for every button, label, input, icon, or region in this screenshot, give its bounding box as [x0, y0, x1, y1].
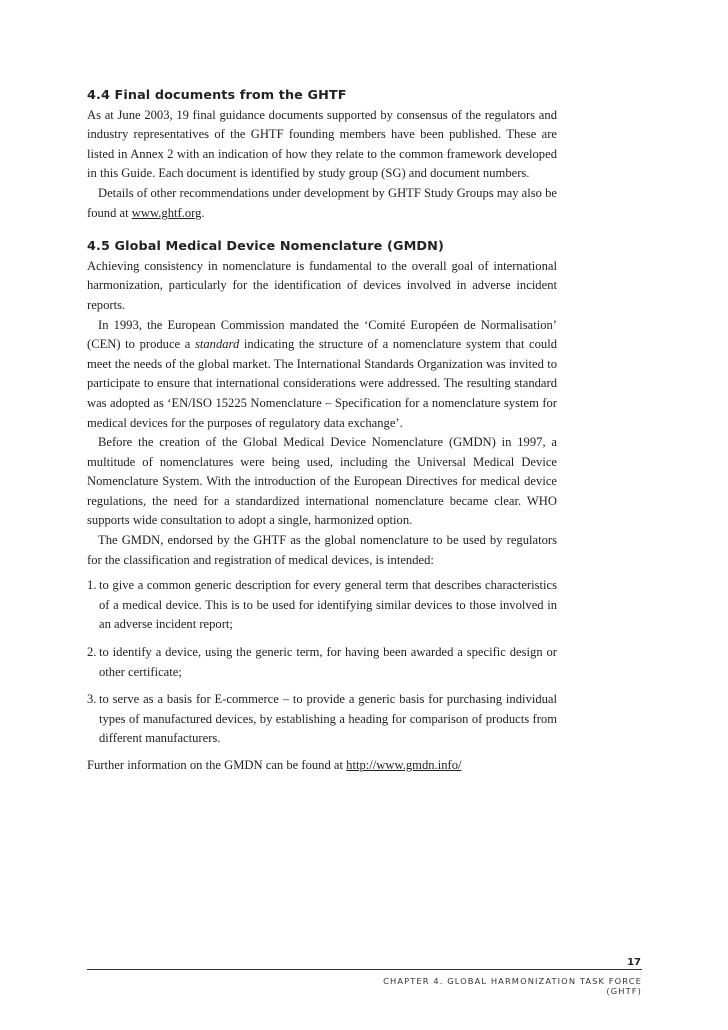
list-item-text: to give a common generic description for every general term that describes characteristics of a medical device. This is to be used for identifying similar devices to those involved in an adverse incident report;: [99, 578, 557, 632]
emphasis-standard: standard: [194, 337, 240, 352]
list-item: [87, 643, 557, 682]
list-item: [87, 690, 557, 749]
list-item-text: to serve as a basis for E-commerce – to provide a generic basis for purchasing individual types of manufactured devices, by establishing a heading for comparison of products from different manufacturers.: [99, 692, 557, 746]
section-4-4-paragraph-1: As at June 2003, 19 final guidance documents supported by consensus of the regulators and industry representatives of the GHTF founding members have been published. These are listed in Annex 2 with an indication of how they relate to the common framework developed in this Guide. Each document is identified by study group (SG) and document numbers.: [87, 107, 557, 181]
list-item-number: 1.: [87, 578, 97, 593]
section-4-5-heading: 4.5 Global Medical Device Nomenclature (GMDN): [87, 239, 444, 255]
section-4-5-closing: [87, 756, 557, 776]
section-4-5-paragraph-1: Achieving consistency in nomenclature is fundamental to the overall goal of international harmonization, particularly for the identification of devices involved in adverse incident reports.: [87, 258, 557, 312]
section-4-5-paragraph-4: The GMDN, endorsed by the GHTF as the global nomenclature to be used by regulators for the classification and registration of medical devices, is intended:: [87, 533, 557, 567]
paragraph-text: Further information on the GMDN can be found at: [87, 758, 347, 772]
ghtf-link[interactable]: www.ghtf.org: [131, 205, 202, 220]
list-item-number: 3.: [87, 692, 97, 707]
paragraph-text: In 1993, the European Commission mandated the ‘Comité Européen de Normalisation’ (CEN) to produce a: [87, 317, 557, 352]
paragraph-text: .: [201, 205, 205, 220]
gmdn-link[interactable]: http://www.gmdn.info/: [346, 758, 462, 772]
paragraph-text: Details of other recommendations under development by GHTF Study Groups may also be found at: [87, 185, 557, 220]
list-item: [87, 576, 557, 635]
list-item-number: 2.: [87, 645, 97, 660]
footer-rule: [87, 969, 642, 970]
section-4-5-paragraph-2: [87, 316, 557, 434]
chapter-footer: CHAPTER 4. GLOBAL HARMONIZATION TASK FORCE (GHTF): [383, 976, 642, 996]
gmdn-purpose-list: [87, 576, 557, 749]
page-body: [87, 86, 557, 776]
paragraph-text: indicating the structure of a nomenclature system that could meet the needs of the global market. The International Standards Organization was invited to participate to ensure that international considerations were addressed. The resulting standard was adopted as ‘EN/ISO 15225 Nomenclature – Specification for a nomenclature system for medical devices for the purposes of regulatory data exchange’.: [87, 337, 557, 430]
list-item-text: to identify a device, using the generic term, for having been awarded a specific design or other certificate;: [99, 645, 557, 679]
page-number: 17: [627, 957, 641, 968]
section-4-4-paragraph-2: [87, 184, 557, 223]
section-4-5-paragraph-3: Before the creation of the Global Medical Device Nomenclature (GMDN) in 1997, a multitude of nomenclatures were being used, including the Universal Medical Device Nomenclature System. With the introduction of the European Directives for medical device regulations, the need for a standardized international nomenclature became clear. WHO supports wide consultation to adopt a single, harmonized option.: [87, 435, 557, 528]
section-4-4-heading: 4.4 Final documents from the GHTF: [87, 88, 347, 103]
